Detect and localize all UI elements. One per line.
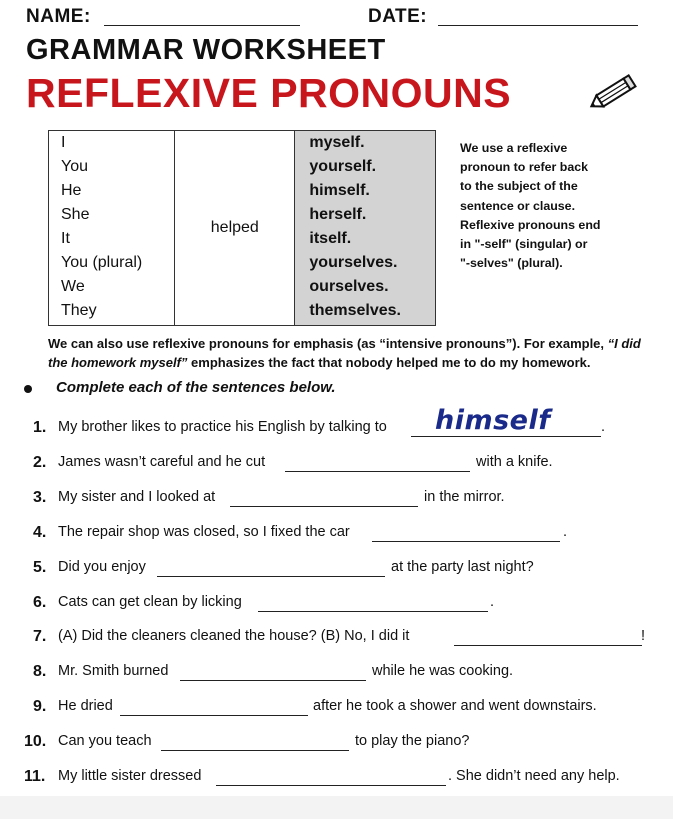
- pencil-icon: [584, 72, 640, 116]
- question-number: 8.: [33, 663, 47, 680]
- emphasis-text-2: emphasizes the fact that nobody helped me to do my homework.: [187, 355, 591, 370]
- question-number: 3.: [33, 489, 47, 506]
- question-number: 10.: [24, 733, 47, 750]
- subject-pronoun: He: [61, 182, 82, 199]
- question-text-end: !: [641, 628, 646, 644]
- question-text-end: in the mirror.: [424, 489, 505, 505]
- question-text-end: . She didn’t need any help.: [448, 768, 620, 784]
- question-text-end: .: [563, 524, 568, 540]
- question-number: 9.: [33, 698, 47, 715]
- reflexive-pronoun: herself.: [309, 206, 367, 223]
- question-item: [0, 405, 673, 443]
- question-text-end: to play the piano?: [355, 733, 470, 749]
- subject-column: [49, 131, 175, 326]
- explanation-line: Reflexive pronouns end: [460, 217, 601, 232]
- answer-blank[interactable]: [258, 611, 488, 612]
- question-text-end: with a knife.: [476, 454, 553, 470]
- question-item: [0, 594, 673, 618]
- question-number: 11.: [24, 768, 46, 785]
- reflexive-column: [295, 131, 436, 326]
- subject-pronoun: We: [61, 278, 85, 295]
- question-number: 4.: [33, 524, 47, 541]
- question-text-end: .: [490, 594, 495, 610]
- question-item: [0, 524, 673, 548]
- emphasis-note: [48, 334, 658, 372]
- answer-blank[interactable]: [157, 576, 385, 577]
- answer-blank[interactable]: [411, 436, 601, 437]
- explanation-line: "-selves" (plural).: [460, 256, 563, 271]
- answer-blank[interactable]: [285, 471, 470, 472]
- emphasis-example-1: “I did: [607, 336, 641, 351]
- subject-pronoun: I: [61, 134, 66, 151]
- handwritten-answer: himself: [435, 405, 551, 436]
- name-field[interactable]: [104, 25, 300, 26]
- question-text: Can you teach: [58, 733, 152, 749]
- question-text: (A) Did the cleaners cleaned the house? (B) No, I did it: [58, 628, 410, 644]
- question-item: [0, 628, 673, 652]
- question-number: 1.: [33, 419, 47, 436]
- page-bottom-strip: [0, 796, 673, 819]
- answer-blank[interactable]: [180, 680, 366, 681]
- emphasis-text-1: We can also use reflexive pronouns for emphasis (as “intensive pronouns”). For example,: [48, 336, 608, 351]
- question-text: He dried: [58, 698, 113, 714]
- question-number: 6.: [33, 594, 47, 611]
- subject-pronoun: She: [61, 206, 90, 223]
- subject-pronoun: You (plural): [61, 254, 143, 271]
- question-item: [0, 698, 673, 722]
- explanation-line: in "-self" (singular) or: [460, 237, 588, 252]
- explanation-line: to the subject of the: [460, 179, 578, 194]
- answer-blank[interactable]: [454, 645, 642, 646]
- explanation-text: [460, 139, 660, 273]
- date-label: DATE:: [368, 6, 428, 27]
- answer-blank[interactable]: [120, 715, 308, 716]
- explanation-line: pronoun to refer back: [460, 160, 589, 175]
- question-text: My brother likes to practice his English by talking to: [58, 419, 387, 435]
- worksheet-subtitle: REFLEXIVE PRONOUNS: [26, 70, 512, 116]
- emphasis-example-2: the homework myself”: [48, 355, 188, 370]
- answer-blank[interactable]: [230, 506, 418, 507]
- question-item: [0, 454, 673, 478]
- reflexive-pronoun: themselves.: [309, 302, 401, 319]
- reflexive-pronoun: himself.: [309, 182, 370, 199]
- answer-blank[interactable]: [372, 541, 560, 542]
- subject-pronoun: It: [61, 230, 70, 247]
- answer-blank[interactable]: [161, 750, 349, 751]
- reflexive-pronoun: myself.: [309, 134, 365, 151]
- question-item: [0, 768, 673, 792]
- question-text-end: at the party last night?: [391, 559, 534, 575]
- explanation-line: We use a reflexive: [460, 141, 568, 155]
- answer-blank[interactable]: [216, 785, 446, 786]
- subject-pronoun: They: [61, 302, 97, 319]
- question-text: The repair shop was closed, so I fixed the car: [58, 524, 350, 540]
- name-label: NAME:: [26, 6, 91, 27]
- explanation-line: sentence or clause.: [460, 198, 576, 213]
- question-text: James wasn’t careful and he cut: [58, 454, 266, 470]
- question-number: 5.: [33, 559, 47, 576]
- verb-column: helped: [175, 131, 295, 326]
- question-text: My sister and I looked at: [58, 489, 216, 505]
- question-number: 2.: [33, 454, 47, 471]
- question-text: Did you enjoy: [58, 559, 146, 575]
- reflexive-pronoun: ourselves.: [309, 278, 389, 295]
- pronoun-table: [48, 130, 436, 326]
- question-text: Cats can get clean by licking: [58, 594, 242, 610]
- question-item: [0, 559, 673, 583]
- question-text-end: after he took a shower and went downstairs.: [313, 698, 597, 714]
- date-field[interactable]: [438, 25, 638, 26]
- worksheet-title: GRAMMAR WORKSHEET: [26, 34, 386, 66]
- subject-pronoun: You: [61, 158, 88, 175]
- reflexive-pronoun: yourself.: [309, 158, 377, 175]
- question-item: [0, 663, 673, 687]
- question-number: 7.: [33, 628, 47, 645]
- question-text-end: while he was cooking.: [372, 663, 514, 679]
- question-text: Mr. Smith burned: [58, 663, 169, 679]
- bullet-icon: [24, 385, 32, 393]
- reflexive-pronoun: yourselves.: [309, 254, 398, 271]
- question-item: [0, 489, 673, 513]
- instruction-text: Complete each of the sentences below.: [56, 379, 336, 396]
- question-text: My little sister dressed: [58, 768, 202, 784]
- reflexive-pronoun: itself.: [309, 230, 352, 247]
- question-text-end: .: [601, 419, 606, 435]
- question-item: [0, 733, 673, 757]
